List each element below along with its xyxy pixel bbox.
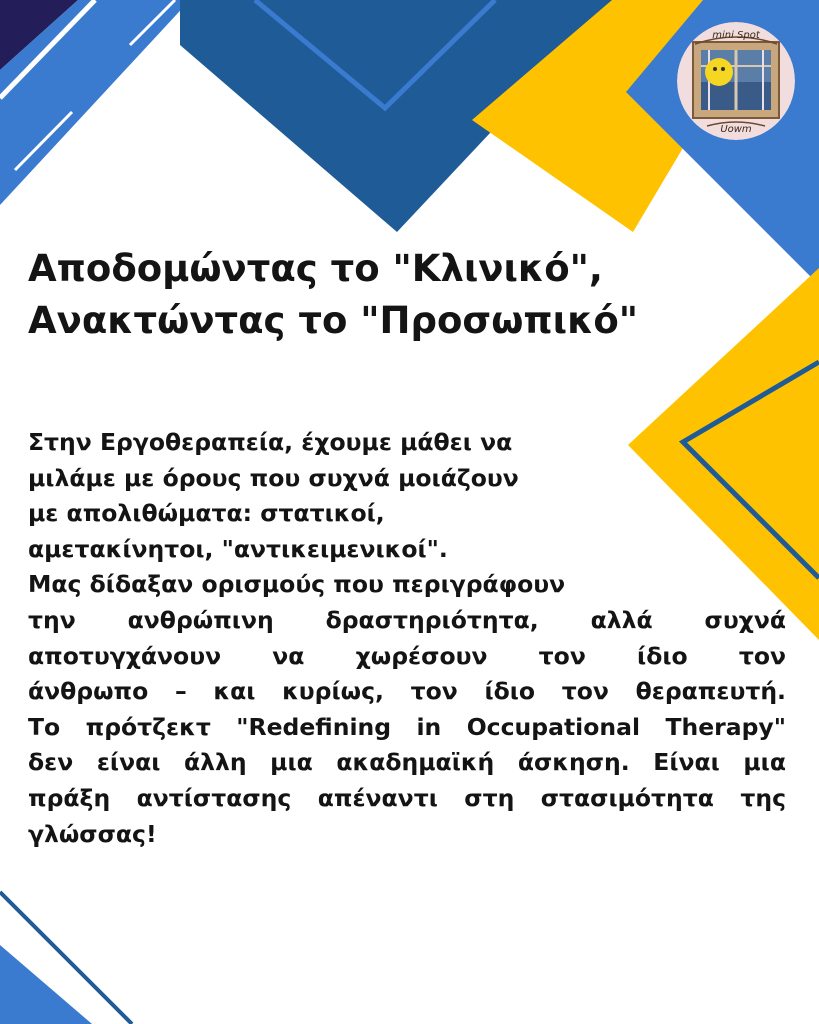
body-line: δεν είναι άλλη μια ακαδημαϊκή άσκηση. Είναι μια <box>28 748 786 777</box>
body-line: Το πρότζεκτ "Redefining in Occupational Therapy" <box>28 712 786 741</box>
title-line-1: Αποδομώντας το "Κλινικό", <box>28 247 603 290</box>
body-line: άνθρωπο – και κυρίως, τον ίδιο τον θεραπευτή. <box>28 677 786 706</box>
title-line-2: Ανακτώντας το "Προσωπικό" <box>28 299 639 342</box>
body-line: πράξη αντίστασης απέναντι στη στασιμότητα της <box>28 783 786 812</box>
body-line: Στην Εργοθεραπεία, έχουμε μάθει να <box>28 428 513 456</box>
body-line: γλώσσας! <box>28 819 157 848</box>
body-line: αποτυγχάνουν να χωρέσουν τον ίδιο τον <box>28 641 786 670</box>
yellow-mascot <box>705 58 733 86</box>
body-line: με απολιθώματα: στατικοί, <box>28 499 385 528</box>
body-line: μιλάμε με όρους που συχνά μοιάζουν <box>28 463 519 492</box>
body-line: την ανθρώπινη δραστηριότητα, αλλά συχνά <box>28 605 786 634</box>
mini-spot-logo <box>677 22 795 140</box>
body-paragraph <box>28 425 786 852</box>
page-title <box>28 243 668 347</box>
logo-bottom-text: Uowm <box>720 124 752 135</box>
body-line: αμετακίνητοι, "αντικειμενικοί". <box>28 534 448 563</box>
blue-bottom-left-shape <box>0 945 92 1024</box>
body-line: Μας δίδαξαν ορισμούς που περιγράφουν <box>28 570 566 599</box>
logo-top-text: mini Spot <box>712 30 760 41</box>
